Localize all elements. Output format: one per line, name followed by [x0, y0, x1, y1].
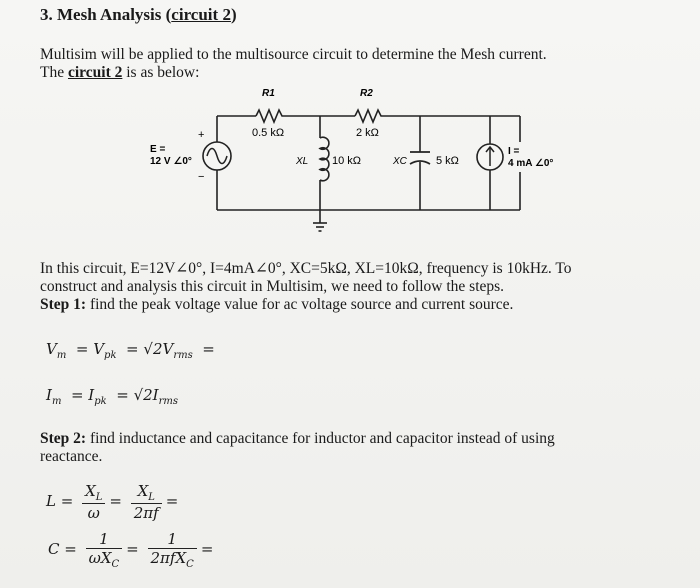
heading-suffix: ): [230, 5, 237, 24]
step-1-line: [40, 296, 670, 314]
equation-capacitance: C = $\frac{1}{\omega X_C}$ = $\frac{1}{2\pi fX_C}$ =: [48, 530, 214, 570]
intro-line-2a: The: [40, 64, 68, 81]
xl-value: 10 kΩ: [332, 155, 362, 167]
ground-symbol: [313, 223, 327, 231]
r2-label: R2: [360, 88, 373, 99]
r1-label: R1: [262, 88, 275, 99]
intro-line-2b: is as below:: [122, 64, 200, 81]
svg-text:−: −: [198, 171, 205, 183]
step-2-line-2: reactance.: [40, 448, 103, 465]
step-2-text: find inductance and capacitance for inductor and capacitor instead of using: [86, 430, 555, 447]
source-i-value: 4 mA ∠0°: [508, 158, 554, 169]
intro-circuit-link: circuit 2: [67, 64, 123, 81]
source-e-value: 12 V ∠0°: [150, 156, 192, 167]
capacitor-xc: [392, 152, 459, 167]
xc-value: 5 kΩ: [436, 155, 459, 167]
description-line-2: construct and analysis this circuit in Multisim, we need to follow the steps.: [40, 278, 505, 295]
svg-text:+: +: [198, 129, 205, 141]
intro-text: [40, 46, 547, 82]
equation-im: $I_m = I_{pk} = √2I_{rms}$: [46, 386, 179, 407]
step-1-label: Step 1:: [40, 296, 87, 313]
section-heading: [40, 5, 237, 25]
step-2-paragraph: [40, 430, 670, 466]
r1-value: 0.5 kΩ: [252, 127, 285, 139]
r2-value: 2 kΩ: [356, 127, 379, 139]
step-2-line-1: [40, 430, 670, 448]
equation-inductance: L = $\frac{X_L}{\omega}$ = $\frac{X_L}{2\pi f}$ =: [46, 482, 179, 522]
heading-link: circuit 2: [171, 5, 231, 24]
ac-current-source: [477, 144, 553, 170]
resistor-r1: [252, 88, 285, 139]
equation-vm: $V_m = V_{pk} = √2V_{rms}$ =: [46, 340, 215, 361]
inductor-xl: [295, 137, 361, 181]
description-line-1: In this circuit, E=12V∠0°, I=4mA∠0°, XC=5kΩ, XL=10kΩ, frequency is 10kHz. To: [40, 260, 572, 277]
intro-line-1: Multisim will be applied to the multisource circuit to determine the Mesh current.: [40, 46, 547, 63]
source-i-label: I =: [508, 146, 520, 157]
xl-label: XL: [296, 156, 309, 167]
xc-label: XC: [393, 156, 407, 167]
resistor-r2: [355, 88, 383, 139]
heading-prefix: 3. Mesh Analysis (: [40, 5, 172, 24]
ac-voltage-source: [150, 129, 231, 183]
source-e-label: E =: [150, 144, 166, 155]
circuit-description: [40, 260, 670, 314]
step-1-text: find the peak voltage value for ac voltage source and current source.: [86, 296, 514, 313]
step-2-label: Step 2:: [40, 430, 87, 447]
